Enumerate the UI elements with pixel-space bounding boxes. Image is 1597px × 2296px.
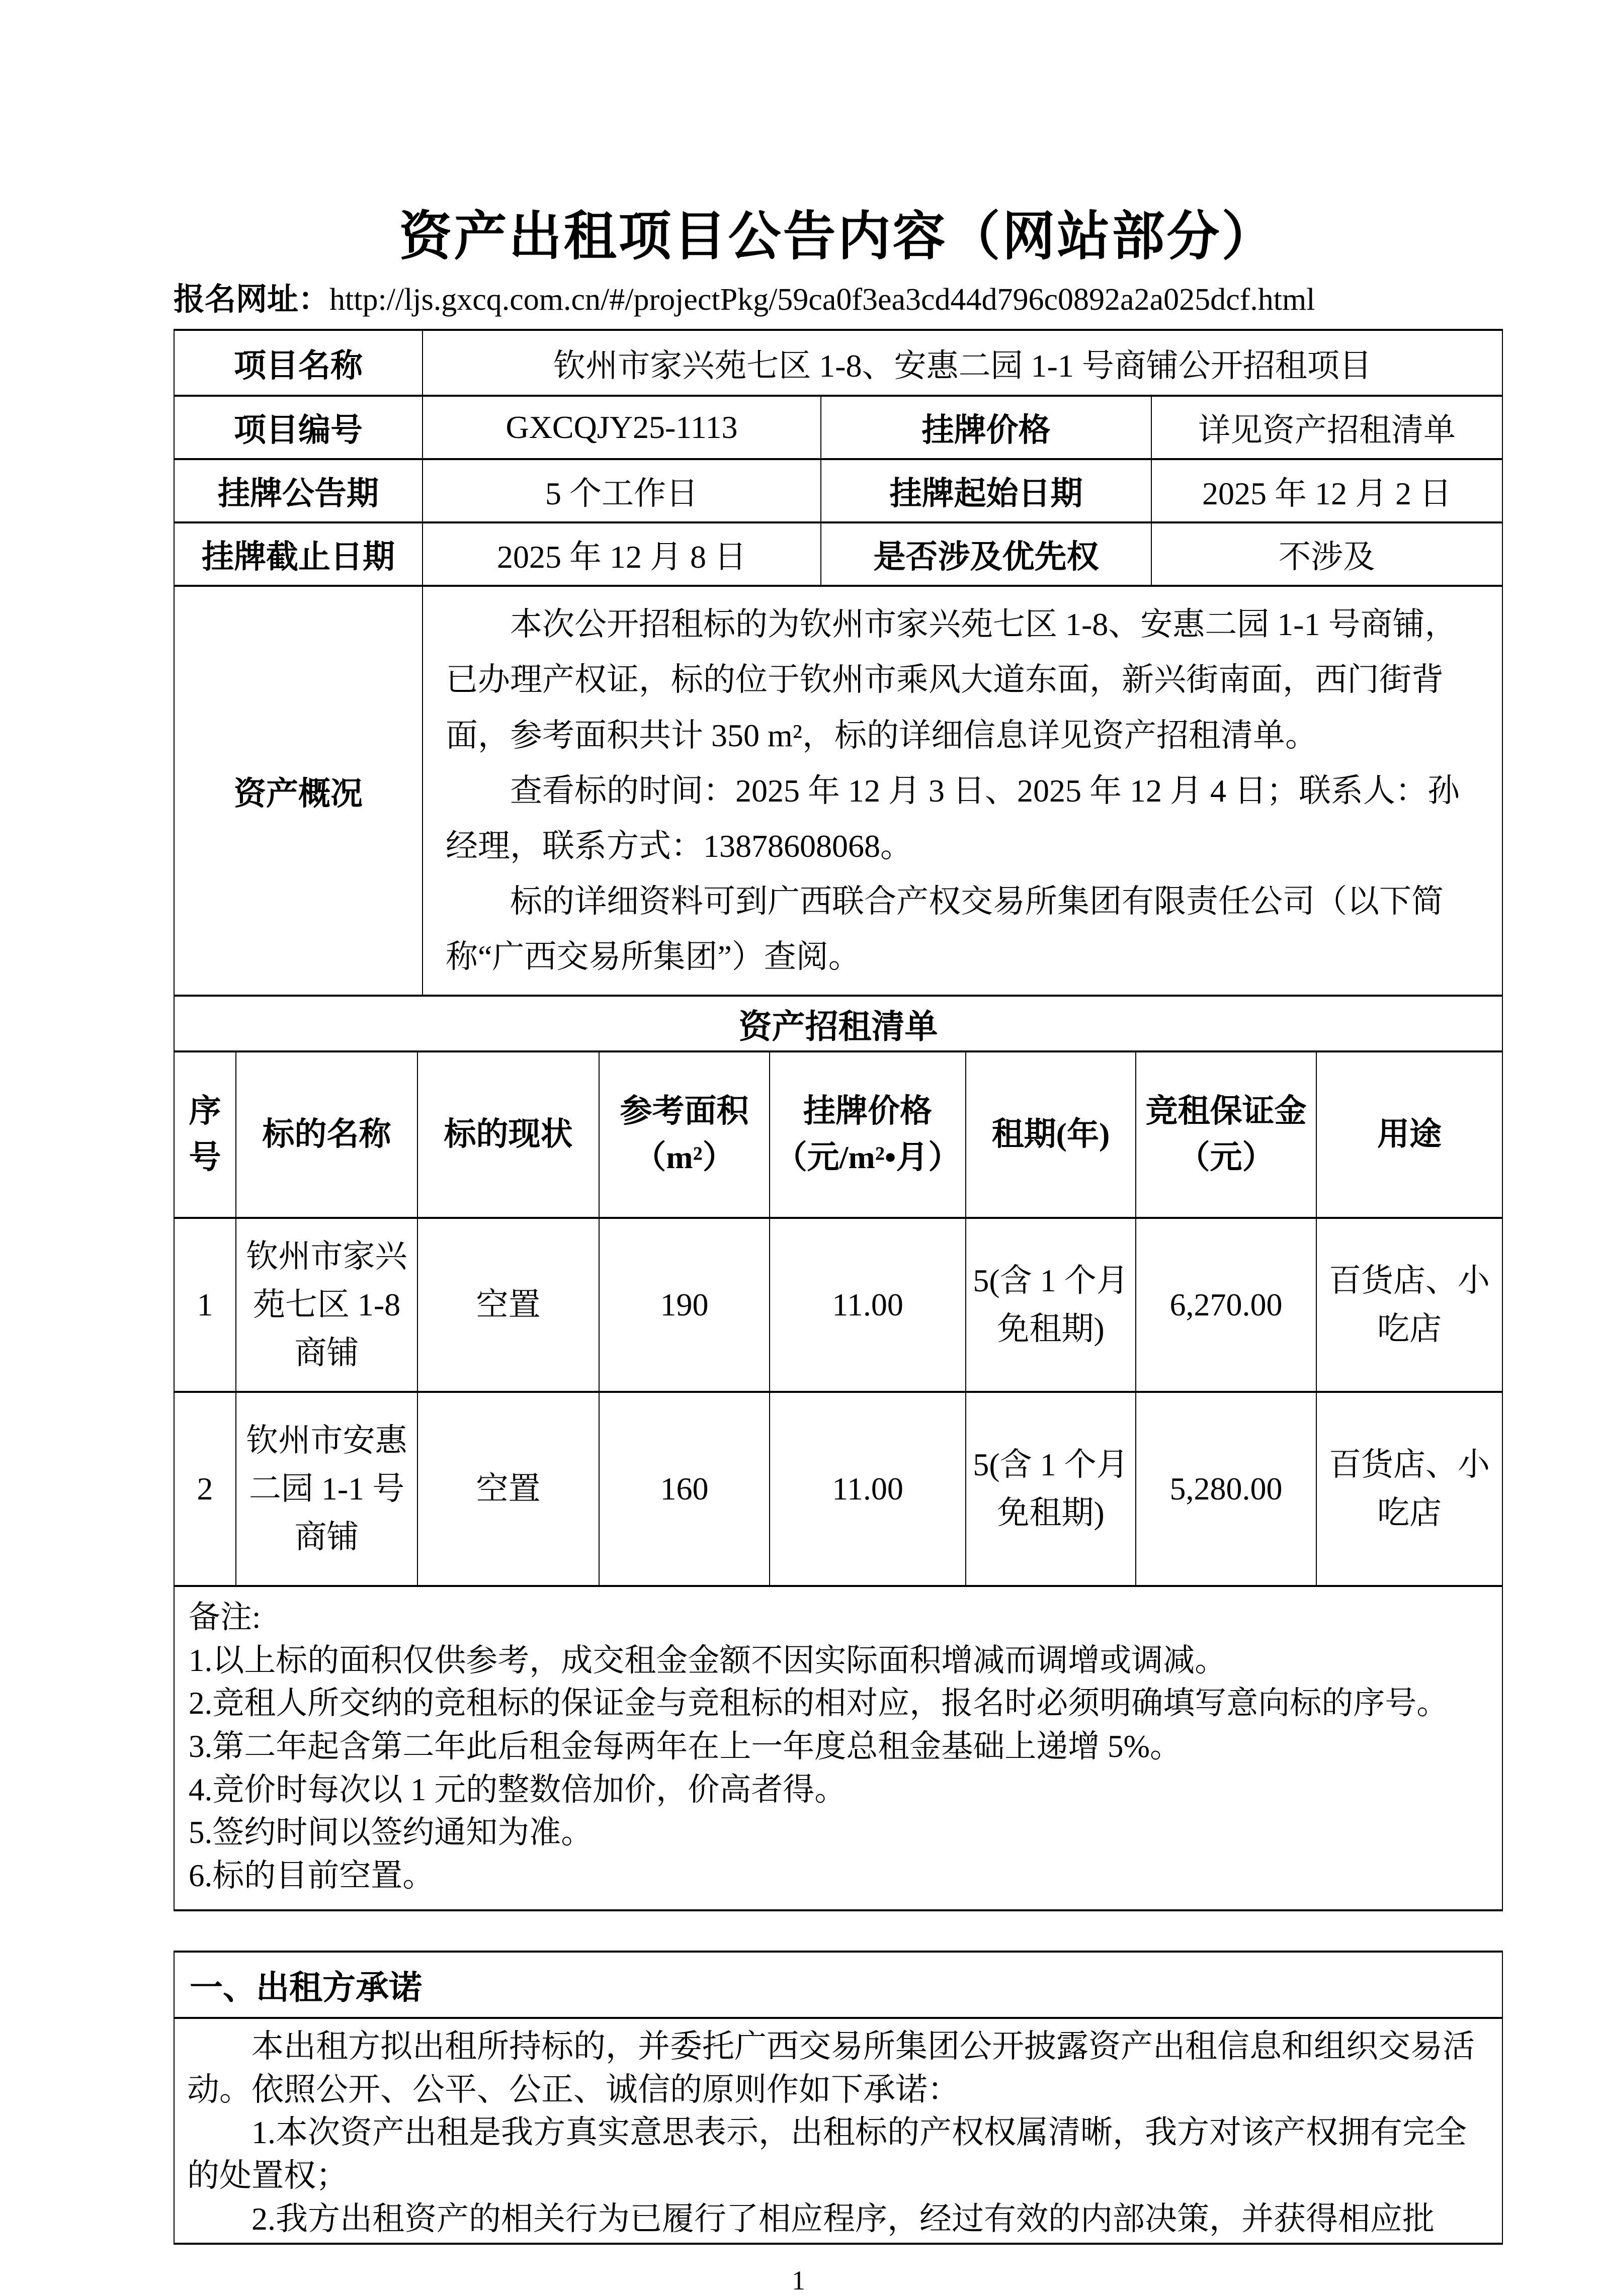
priority-right-label: 是否涉及优先权: [821, 522, 1151, 586]
table-row: [174, 1952, 1502, 2018]
col-header-name: 标的名称: [236, 1051, 417, 1218]
project-code-value: GXCQJY25-1113: [423, 396, 821, 459]
promise-heading: 一、出租方承诺: [174, 1952, 1502, 2018]
asset-overview-label: 资产概况: [174, 586, 423, 996]
row-status: 空置: [417, 1218, 599, 1392]
row-term: 5(含 1 个月免租期): [966, 1218, 1136, 1392]
table-row: [174, 1218, 1502, 1392]
col-header-seq: 序号: [174, 1051, 236, 1218]
end-date-value: 2025 年 12 月 8 日: [423, 522, 821, 586]
row-term: 5(含 1 个月免租期): [966, 1392, 1136, 1586]
row-area: 160: [599, 1392, 770, 1586]
notes-label: 备注:: [189, 1599, 261, 1635]
project-info-table: [174, 329, 1503, 997]
table-row: [174, 586, 1502, 996]
asset-list-title: 资产招租清单: [174, 996, 1502, 1051]
table-row: [174, 996, 1502, 1051]
note-item: 4.竞价时每次以 1 元的整数倍加价，价高者得。: [189, 1772, 847, 1807]
row-use: 百货店、小吃店: [1316, 1218, 1502, 1392]
overview-paragraph: 标的详细资料可到广西联合产权交易所集团有限责任公司（以下简称“广西交易所集团”）查阅。: [446, 883, 1444, 975]
row-price: 11.00: [770, 1392, 966, 1586]
start-date-label: 挂牌起始日期: [821, 459, 1151, 522]
row-deposit: 5,280.00: [1136, 1392, 1316, 1586]
signup-url-line: [174, 280, 1502, 320]
col-header-area: 参考面积（m²）: [599, 1051, 770, 1218]
promise-body: [174, 2018, 1502, 2244]
project-code-label: 项目编号: [174, 396, 423, 459]
table-row: [174, 459, 1502, 522]
note-item: 6.标的目前空置。: [189, 1858, 435, 1893]
table-row: [174, 330, 1502, 396]
overview-paragraph: 查看标的时间：2025 年 12 月 3 日、2025 年 12 月 4 日；联系人：孙经理，联系方式：13878608068。: [446, 772, 1460, 864]
row-seq: 2: [174, 1392, 236, 1586]
notes-cell: [174, 1586, 1502, 1910]
table-row: [174, 522, 1502, 586]
col-header-status: 标的现状: [417, 1051, 599, 1218]
end-date-label: 挂牌截止日期: [174, 522, 423, 586]
col-header-price: 挂牌价格（元/m²•月）: [770, 1051, 966, 1218]
lessor-promise-table: [174, 1951, 1503, 2245]
note-item: 5.签约时间以签约通知为准。: [189, 1815, 593, 1850]
table-row: [174, 1586, 1502, 1910]
row-price: 11.00: [770, 1218, 966, 1392]
table-row: [174, 2018, 1502, 2244]
announce-period-label: 挂牌公告期: [174, 459, 423, 522]
col-header-term: 租期(年): [966, 1051, 1136, 1218]
note-item: 2.竞租人所交纳的竞租标的保证金与竞租标的相对应，报名时必须明确填写意向标的序号。: [189, 1686, 1449, 1721]
document-title: 资产出租项目公告内容（网站部分）: [399, 207, 1277, 266]
listing-price-value: 详见资产招租清单: [1151, 396, 1502, 459]
promise-paragraph: 2.我方出租资产的相关行为已履行了相应程序，经过有效的内部决策，并获得相应批: [251, 2200, 1435, 2237]
row-seq: 1: [174, 1218, 236, 1392]
priority-right-value: 不涉及: [1151, 522, 1502, 586]
promise-paragraph: 1.本次资产出租是我方真实意思表示，出租标的产权权属清晰，我方对该产权拥有完全的处置权；: [187, 2114, 1467, 2194]
col-header-deposit: 竞租保证金（元）: [1136, 1051, 1316, 1218]
row-use: 百货店、小吃店: [1316, 1392, 1502, 1586]
table-row: [174, 396, 1502, 459]
asset-overview-content: [423, 586, 1502, 996]
project-name-label: 项目名称: [174, 330, 423, 396]
row-name: 钦州市安惠二园 1-1 号商铺: [236, 1392, 417, 1586]
row-name: 钦州市家兴苑七区 1-8 商铺: [236, 1218, 417, 1392]
col-header-use: 用途: [1316, 1051, 1502, 1218]
listing-price-label: 挂牌价格: [821, 396, 1151, 459]
note-item: 3.第二年起含第二年此后租金每两年在上一年度总租金基础上递增 5%。: [189, 1728, 1182, 1764]
overview-paragraph: 本次公开招租标的为钦州市家兴苑七区 1-8、安惠二园 1-1 号商铺，已办理产权证，标的位于钦州市乘风大道东面，新兴街南面，西门街背面，参考面积共计 350 m²，标的详细信息详见资产招租清单。: [446, 606, 1457, 753]
note-item: 1.以上标的面积仅供参考，成交租金金额不因实际面积增减而调增或调减。: [189, 1642, 1227, 1678]
promise-paragraph: 本出租方拟出租所持标的，并委托广西交易所集团公开披露资产出租信息和组织交易活动。依照公开、公平、公正、诚信的原则作如下承诺：: [187, 2028, 1475, 2107]
table-header-row: [174, 1051, 1502, 1218]
row-deposit: 6,270.00: [1136, 1218, 1316, 1392]
project-name-value: 钦州市家兴苑七区 1-8、安惠二园 1-1 号商铺公开招租项目: [423, 330, 1502, 396]
signup-url-label: 报名网址：: [174, 282, 330, 317]
row-area: 190: [599, 1218, 770, 1392]
table-row: [174, 1392, 1502, 1586]
document-page: [174, 0, 1502, 2245]
start-date-value: 2025 年 12 月 2 日: [1151, 459, 1502, 522]
row-status: 空置: [417, 1392, 599, 1586]
asset-list-table: [174, 995, 1503, 1911]
page-number: 1: [792, 2265, 805, 2295]
signup-url[interactable]: http://ljs.gxcq.com.cn/#/projectPkg/59ca0f3ea3cd44d796c0892a2a025dcf.html: [329, 282, 1315, 317]
announce-period-value: 5 个工作日: [423, 459, 821, 522]
